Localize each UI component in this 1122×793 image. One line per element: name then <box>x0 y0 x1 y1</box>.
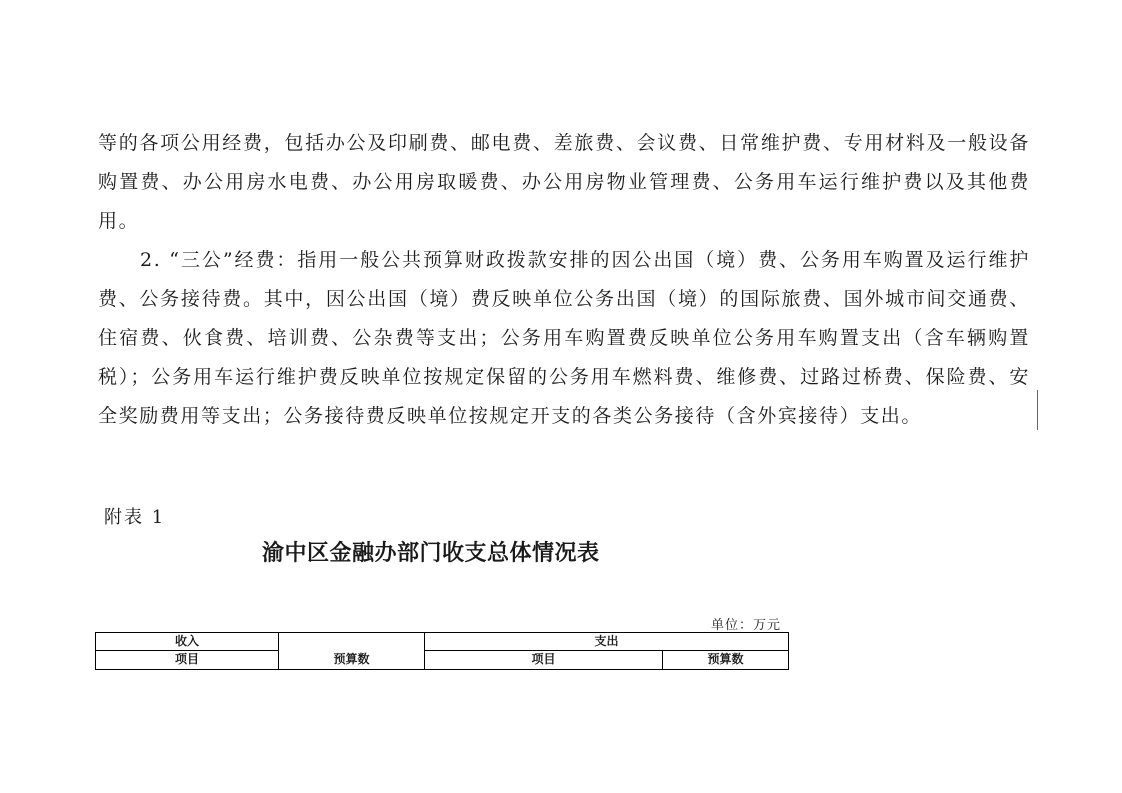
budget-summary-table <box>95 632 789 670</box>
table-title: 渝中区金融办部门收支总体情况表 <box>262 541 600 566</box>
paragraph-three-public-expenses: 2. “三公”经费：指用一般公共预算财政拨款安排的因公出国（境）费、公务用车购置及运行维护费、公务接待费。其中，因公出国（境）费反映单位公务出国（境）的国际旅费、国外城市间交通费、住宿费、伙食费、培训费、公杂费等支出；公务用车购置费反映单位公务用车购置支出（含车辆购置税）；公务用车运行维护费反映单位按规定保留的公务用车燃料费、维修费、过路过桥费、保险费、安全奖励费用等支出；公务接待费反映单位按规定开支的各类公务接待（含外宾接待）支出。 <box>98 249 1030 427</box>
header-income-empty <box>279 633 425 651</box>
header-expense-budget: 预算数 <box>663 651 789 670</box>
header-expense-item: 项目 <box>425 651 663 670</box>
unit-label: 单位：万元 <box>711 618 782 633</box>
header-income: 收入 <box>96 633 279 651</box>
header-income-budget: 预算数 <box>279 651 425 670</box>
header-expense: 支出 <box>425 633 789 651</box>
paragraph-public-expenses: 等的各项公用经费，包括办公及印刷费、邮电费、差旅费、会议费、日常维护费、专用材料及一般设备购置费、办公用房水电费、办公用房取暖费、办公用房物业管理费、公务用车运行维护费以及其他费用。 <box>98 132 1030 232</box>
page-edge-mark <box>1037 390 1038 430</box>
header-income-item: 项目 <box>96 651 279 670</box>
appendix-label: 附表 1 <box>104 507 166 528</box>
